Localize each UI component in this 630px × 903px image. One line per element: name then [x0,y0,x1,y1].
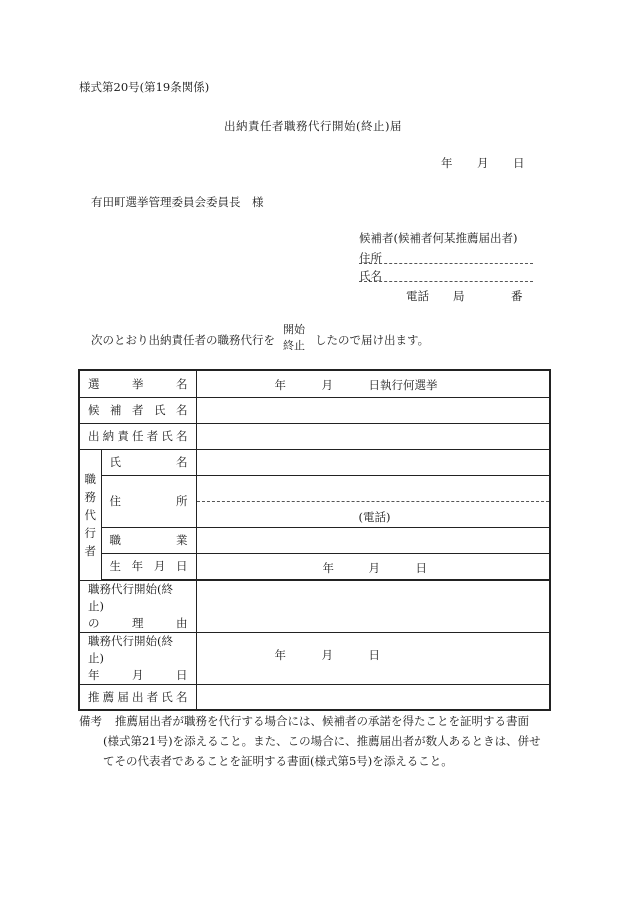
row-start-date [79,632,550,684]
reason-label: 職務代行開始(終止) の 理 由 [79,580,196,632]
addressee: 有田町選挙管理委員会委員長 様 [91,195,264,209]
form-number: 様式第20号(第19条関係) [79,80,210,94]
agent-job-label: 職 業 [101,527,196,553]
row-agent-birth [79,553,550,579]
remarks-label: 備考 [79,714,102,728]
applicant-name-line [359,268,533,282]
applicant-name-label: 氏名 [359,269,382,283]
remarks-line-1: 推薦届出者が職務を代行する場合には、候補者の承諾を得たことを証明する書面 [115,714,529,728]
date-day: 日 [513,156,525,170]
date-year: 年 [441,156,453,170]
row-agent-job [79,527,550,553]
agent-name-value[interactable] [196,449,550,475]
notification-table [78,369,551,711]
phone-number: 番 [511,289,523,303]
address-divider [197,501,550,502]
recommender-name-value[interactable] [196,684,550,710]
treasurer-name-value[interactable] [196,423,550,449]
agent-birth-label: 生 年 月 日 [101,553,196,579]
agent-birth-value[interactable]: 年 月 日 [196,553,550,579]
agent-address-label: 住 所 [101,475,196,527]
phone-office: 局 [453,289,465,303]
intro-options [283,322,305,354]
phone-label: 電話 [406,289,429,303]
recommender-name-label: 推 薦 届 出 者 氏 名 [79,684,196,710]
agent-phone-label: (電話) [358,509,391,524]
agent-job-value[interactable] [196,527,550,553]
applicant-address-label: 住所 [359,251,382,265]
agent-name-label: 氏 名 [101,449,196,475]
applicant-role: 候補者(候補者何某推薦届出者) [359,231,518,245]
row-recommender [79,684,550,710]
row-candidate [79,397,550,423]
row-reason [79,580,550,632]
remarks-line-2: (様式第21号)を添えること。また、この場合に、推薦届出者が数人あるときは、併せ [103,734,541,748]
intro-before: 次のとおり出納責任者の職務代行を [91,333,275,347]
agent-address-value[interactable] [196,475,550,527]
start-date-value[interactable]: 年 月 日 [196,632,550,684]
start-date-label: 職務代行開始(終止) 年 月 日 [79,632,196,684]
row-agent-name [79,449,550,475]
row-agent-address [79,475,550,527]
election-value[interactable]: 年 月 日執行何選挙 [196,370,550,397]
reason-value[interactable] [196,580,550,632]
election-label: 選 挙 名 [79,370,196,397]
date-month: 月 [477,156,489,170]
applicant-address-line [359,250,533,264]
row-treasurer [79,423,550,449]
candidate-name-value[interactable] [196,397,550,423]
agent-group-label: 職 務 代 行 者 [79,449,101,580]
intro-after: したので届け出ます。 [315,333,430,347]
remarks-line-3: てその代表者であることを証明する書面(様式第5号)を添えること。 [103,754,453,768]
treasurer-name-label: 出 納 責 任 者 氏 名 [79,423,196,449]
intro-option-end: 終止 [283,339,305,352]
intro-option-start: 開始 [283,323,305,336]
form-title: 出納責任者職務代行開始(終止)届 [224,119,402,133]
row-election [79,370,550,397]
candidate-name-label: 候 補 者 氏 名 [79,397,196,423]
